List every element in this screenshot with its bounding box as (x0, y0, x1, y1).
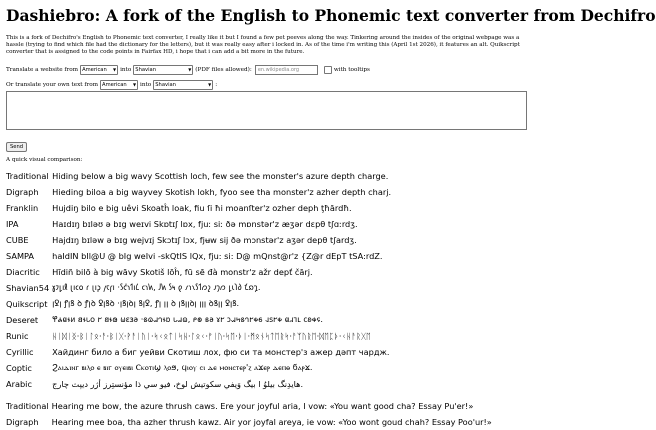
comparison-row (6, 216, 391, 232)
text-input-area[interactable] (6, 91, 527, 130)
script-sample-text: Hieding biloa a big wayvey Skotish lokh, fyoo see tha monster'z azher depth charj. (52, 186, 392, 197)
website-from-value: American (82, 66, 107, 73)
script-name: Deseret (6, 314, 39, 325)
tooltips-label: with tooltips (333, 66, 370, 73)
comparison-label: A quick visual comparison: (6, 156, 83, 163)
text-into-label: into (140, 81, 152, 88)
script-name: Cyrillic (6, 346, 34, 357)
script-name: Arabic (6, 378, 32, 389)
comparison-row (6, 414, 492, 430)
comparison-row (6, 328, 391, 344)
text-translate-row (6, 80, 534, 90)
script-sample-text: 𐐐𐐴𐐼𐐮𐑍 𐐺𐐮𐑊𐐬 𐐲 𐐺𐐮𐑀 𐐶𐐩𐑂𐐨 ·𐑅𐐿𐐱𐐻𐐮𐑇 𐑊𐐱𐐿, 𐑁𐑏 𐑅𐐨 𐑄𐐲 𐑋𐐱𐑌𐑅𐐻𐐲𐑉𐑆 𐐰𐑈𐐲𐑉 𐐼𐐯𐐹𐑃 𐐽𐐪𐑉𐐾. (52, 314, 323, 325)
script-name: Traditional (6, 170, 49, 181)
website-into-select[interactable] (133, 65, 193, 75)
comparison-row (6, 232, 391, 248)
text-from-value: American (102, 81, 127, 88)
comparison-row (6, 200, 391, 216)
comparison-row (6, 184, 391, 200)
script-name: Traditional (6, 400, 49, 411)
script-sample-text: هايدِنگ بيلوُ ا بيگ وَيفي سكوتيش لوخ، فيو سي ذا مؤنستِرز أژر ديپث چارج. (52, 378, 304, 389)
script-name: Diacritic (6, 266, 40, 277)
script-name: Runic (6, 330, 29, 341)
script-name: Digraph (6, 186, 39, 197)
script-sample-text: Hajdɪŋ bɪləw ə bɪg wejvɪj Skɔtɪʃ lɔx, fjʉw sij ðə mɔnstər'z aʒər depθ tʃardʒ. (52, 234, 357, 245)
website-into-label: into (120, 66, 132, 73)
url-input[interactable]: en.wikipedia.org (255, 65, 318, 75)
comparison-row (6, 248, 391, 264)
text-label: Or translate your own text from (6, 81, 99, 88)
script-sample-text: haIdIN bIl@U @ bIg weIvi -skQtIS lQx, fju: si: D@ mQnst@r'z {Z@r dEpT tSA:rdZ. (52, 250, 383, 261)
website-translate-row (6, 65, 534, 75)
script-sample-text: Hīdiñ bilō à big wāvy Skotiš lōĥ, fū sē đà monstr'z ažr depť čārj. (52, 266, 313, 277)
text-colon: : (215, 81, 218, 88)
comparison-row (6, 360, 391, 376)
script-sample-text: Хайдинг било а биг уейви Скотиш лох, фю си та монстер'з ажер дəпт чардж. (52, 346, 390, 357)
comparison-row (6, 168, 391, 184)
pdf-label: (PDF files allowed): (195, 66, 252, 73)
script-sample-text: Ϩⲁⲓⲇⲓⲛⲅ ⲃⲓⲗⲟ ⲉ ⲃⲓⲅ ⲟⲩⲉⲓⲃⲓ Ⲥⲕⲟⲧⲓϣ ⲗⲟϧ, ϥⲓⲟⲩ ⲥⲓ ⲇⲉ ⲙⲟⲛⲥⲧⲉⲣ'ⲍ ⲁϫⲉⲣ ⲇⲉⲡⲑ ϭⲁⲣϫ. (52, 362, 313, 373)
script-sample-text: Hiding below a big wavy Scottish loch, few see the monster's azure depth charge. (52, 170, 389, 181)
comparison-row (6, 296, 391, 312)
text-into-select[interactable] (153, 80, 213, 90)
tooltips-checkbox[interactable] (324, 66, 332, 74)
chevron-down-icon: ▼ (188, 66, 192, 72)
comparison-row (6, 312, 391, 328)
script-sample-text: ꞁꝿꞁ ꝭꞁꝸ ꝺ ꝭꞁꝺ ꝿꞁꝸꝺ ·ꞁꝸꞁꝺꞁ ꝸꞁꝿ, ꝭꞁ ꞁꞁ ꝺ ꞁꝸꞁꞁꝺꞁ ꞁꞁꞁ ꝺꝸꞁꞁ ꝿꞁꝸ. (52, 298, 240, 309)
intro-paragraph: This is a fork of Dechifro's English to Phonemic text converter, I really like it but I found a few pet peeves along the way. Tinkering around the insides of the original webpage was a hassle (trying to find which file had the dictionary for the letters), but it was really easy after i locked in. As of the time i'm writing this (April 1st 2026), it features an alt. Quikscript converter that is assigned to the code points in Fairfax HD, i hope that i can add a bit more in the future. (6, 35, 520, 55)
chevron-down-icon: ▼ (113, 66, 117, 72)
script-name: Coptic (6, 362, 32, 373)
website-from-select[interactable] (80, 65, 118, 75)
comparison-row (6, 398, 492, 414)
chevron-down-icon: ▼ (132, 81, 137, 87)
text-into-value: Shavian (155, 81, 176, 88)
comparison-row (6, 280, 391, 296)
comparison-row (6, 344, 391, 360)
chevron-down-icon: ▼ (208, 81, 212, 87)
website-into-value: Shavian (135, 66, 157, 73)
script-sample-text: Hearing me bow, the azure thrush caws. Ere your joyful aria, I vow: «You want good cha? Essay Pu'er!» (51, 400, 474, 411)
script-name: Franklin (6, 202, 39, 213)
send-button[interactable]: Send (6, 142, 27, 152)
text-from-select[interactable] (100, 80, 138, 90)
script-sample-text: Hujdiŋ bilo e big uêvi Skoatĥ loak, fiu ſi ħi moanſter'z ozher deph ţħārdħ. (52, 202, 352, 213)
script-name: CUBE (6, 234, 29, 245)
script-sample-text: 𐑣𐑲𐑛𐑦𐑙 𐑚𐑦𐑤𐑴 𐑩 𐑚𐑦𐑜 𐑢𐑱𐑝𐑦 ·𐑕𐑒𐑪𐑑𐑦𐑖 𐑤𐑪𐑿, 𐑓𐑿 𐑕𐑰 𐑞 𐑥𐑪𐑯𐑕𐑑𐑼𐑟 𐑨𐑠𐑼 𐑛𐑧𐑐𐑔 𐑗𐑸𐑡. (52, 282, 261, 293)
comparison-row (6, 376, 391, 392)
script-name: SAMPA (6, 250, 35, 261)
script-name: IPA (6, 218, 19, 229)
script-sample-text: Hearing mee boa, tha azher thrush kawz. Air yor joyfal areya, ie vow: «Yoo wont goud chah? Essay Poo'ur!» (51, 416, 492, 427)
script-sample-text: Haɪdɪŋ bɪləʊ ə bɪg weɪvi Skɒtɪʃ lɒx, fjuː siː ðə mɒnstər'z æʒər dɛpθ tʃɑːrdʒ. (52, 218, 358, 229)
comparison-table-1 (6, 168, 391, 392)
script-name: Quikscript (6, 298, 48, 309)
page-title: Dashiebro: A fork of the English to Phonemic text converter from Dechifro (6, 6, 656, 25)
comparison-table-2 (6, 398, 492, 430)
comparison-row (6, 264, 391, 280)
website-label: Translate a website from (6, 66, 79, 73)
script-sample-text: ᚺᛁᛞᛁᛝ·ᛒᛁᛚᛟ·ᚨ·ᛒᛁᚷ·ᚹᚨᛁᚢᛁ·ᛋᚲᛟᛏᛁᛋᚺ·ᛚᛟᚲ·ᚠᛁᚢ·ᛋᛖ·ᚦᛁ·ᛗᛟᚾᛋᛏᛖᚱᛋ·ᚨᛉᚢᚱᛖ·ᛞᛖᛈᚦ·ᚲᚺᚨᚱᚷᛖ (52, 330, 371, 341)
script-name: Shavian54 (6, 282, 50, 293)
script-name: Digraph (6, 416, 39, 427)
